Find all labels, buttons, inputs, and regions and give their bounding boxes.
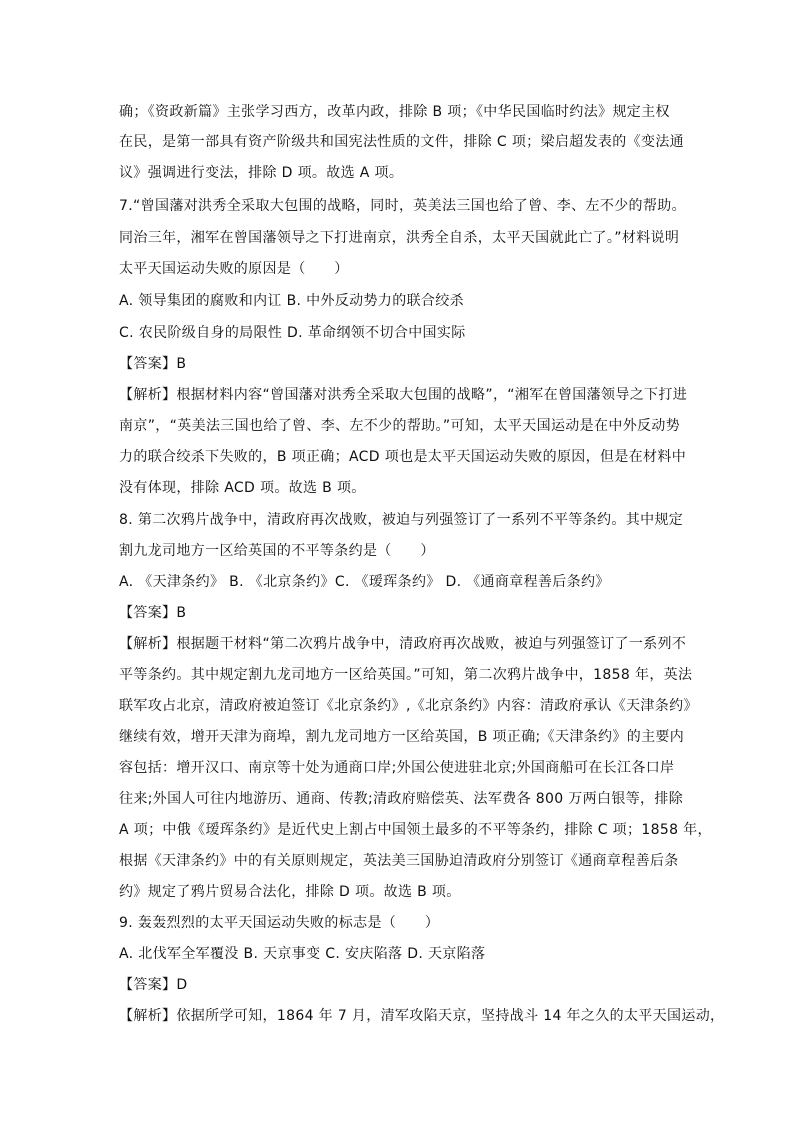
answer-line: 【答案】D (119, 977, 188, 993)
text-line: 平等条约。其中规定割九龙司地方一区给英国。”可知，第二次鸦片战争中，1858 年，英法 (119, 667, 693, 683)
options-line: A. 《天津条约》 B. 《北京条约》C. 《瑷珲条约》 D. 《通商章程善后条约》 (119, 574, 610, 590)
question-8-stem: 8. 第二次鸦片战争中，清政府再次战败，被迫与列强签订了一系列不平等条约。其中规定 (119, 512, 684, 528)
analysis-line: 【解析】依据所学可知，1864 年 7 月，清军攻陷天京，坚持战斗 14 年之久的太平天国运动， (119, 1008, 725, 1024)
text-line: 往来;外国人可往内地游历、通商、传教;清政府赔偿英、法军费各 800 万两白银等，排除 (119, 791, 684, 807)
text-line: 确；《资政新篇》主张学习西方，改革内政，排除 B 项；《中华民国临时约法》规定主权 (119, 104, 670, 120)
answer-line: 【答案】B (119, 605, 187, 621)
text-line: 在民，是第一部具有资产阶级共和国宪法性质的文件，排除 C 项；梁启超发表的《变法通 (119, 134, 685, 150)
text-line: A 项；中俄《瑷珲条约》是近代史上割占中国领土最多的不平等条约，排除 C 项；1858 年， (119, 822, 712, 838)
options-line: A. 北伐军全军覆没 B. 天京事变 C. 安庆陷落 D. 天京陷落 (119, 946, 486, 962)
text-line: 没有体现，排除 ACD 项。故选 B 项。 (119, 480, 366, 496)
question-9-stem: 9. 轰轰烈烈的太平天国运动失败的标志是（ ） (119, 915, 440, 931)
text-line: 议》强调进行变法，排除 D 项。故选 A 项。 (119, 165, 404, 181)
options-line: C. 农民阶级自身的局限性 D. 革命纲领不切合中国实际 (119, 325, 466, 341)
text-line: 容包括：增开汉口、南京等十处为通商口岸;外国公使进驻北京;外国商船可在长江各口岸 (119, 760, 675, 776)
text-line: 同治三年，湘军在曾国藩领导之下打进南京，洪秀全自杀，太平天国就此亡了。”材料说明 (119, 230, 680, 246)
answer-line: 【答案】B (119, 356, 187, 372)
text-line: 南京”，“英美法三国也给了曾、李、左不少的帮助。”可知，太平天国运动是在中外反动势 (119, 418, 681, 434)
text-line: 根据《天津条约》中的有关原则规定，英法美三国胁迫清政府分别签订《通商章程善后条 (119, 853, 679, 869)
options-line: A. 领导集团的腐败和内讧 B. 中外反动势力的联合绞杀 (119, 293, 464, 309)
text-line: 继续有效，增开天津为商埠，割九龙司地方一区给英国，B 项正确;《天津条约》的主要内 (119, 729, 685, 745)
text-line: 联军攻占北京，清政府被迫签订《北京条约》,《北京条约》内容：清政府承认《天津条约》 (119, 698, 698, 714)
text-line: 太平天国运动失败的原因是（ ） (119, 261, 349, 277)
analysis-line: 【解析】根据材料内容“曾国藩对洪秀全采取大包围的战略”，“湘军在曾国藩领导之下打进 (119, 387, 688, 403)
text-line: 力的联合绞杀下失败的，B 项正确；ACD 项也是太平天国运动失败的原因，但是在材料中 (119, 449, 687, 465)
analysis-line: 【解析】根据题干材料“第二次鸦片战争中，清政府再次战败，被迫与列强签订了一系列不 (119, 636, 687, 652)
text-line: 约》规定了鸦片贸易合法化，排除 D 项。故选 B 项。 (119, 884, 461, 900)
text-line: 割九龙司地方一区给英国的不平等条约是（ ） (119, 543, 435, 559)
question-7-stem: 7.“曾国藩对洪秀全采取大包围的战略，同时，英美法三国也给了曾、李、左不少的帮助。 (119, 198, 686, 214)
